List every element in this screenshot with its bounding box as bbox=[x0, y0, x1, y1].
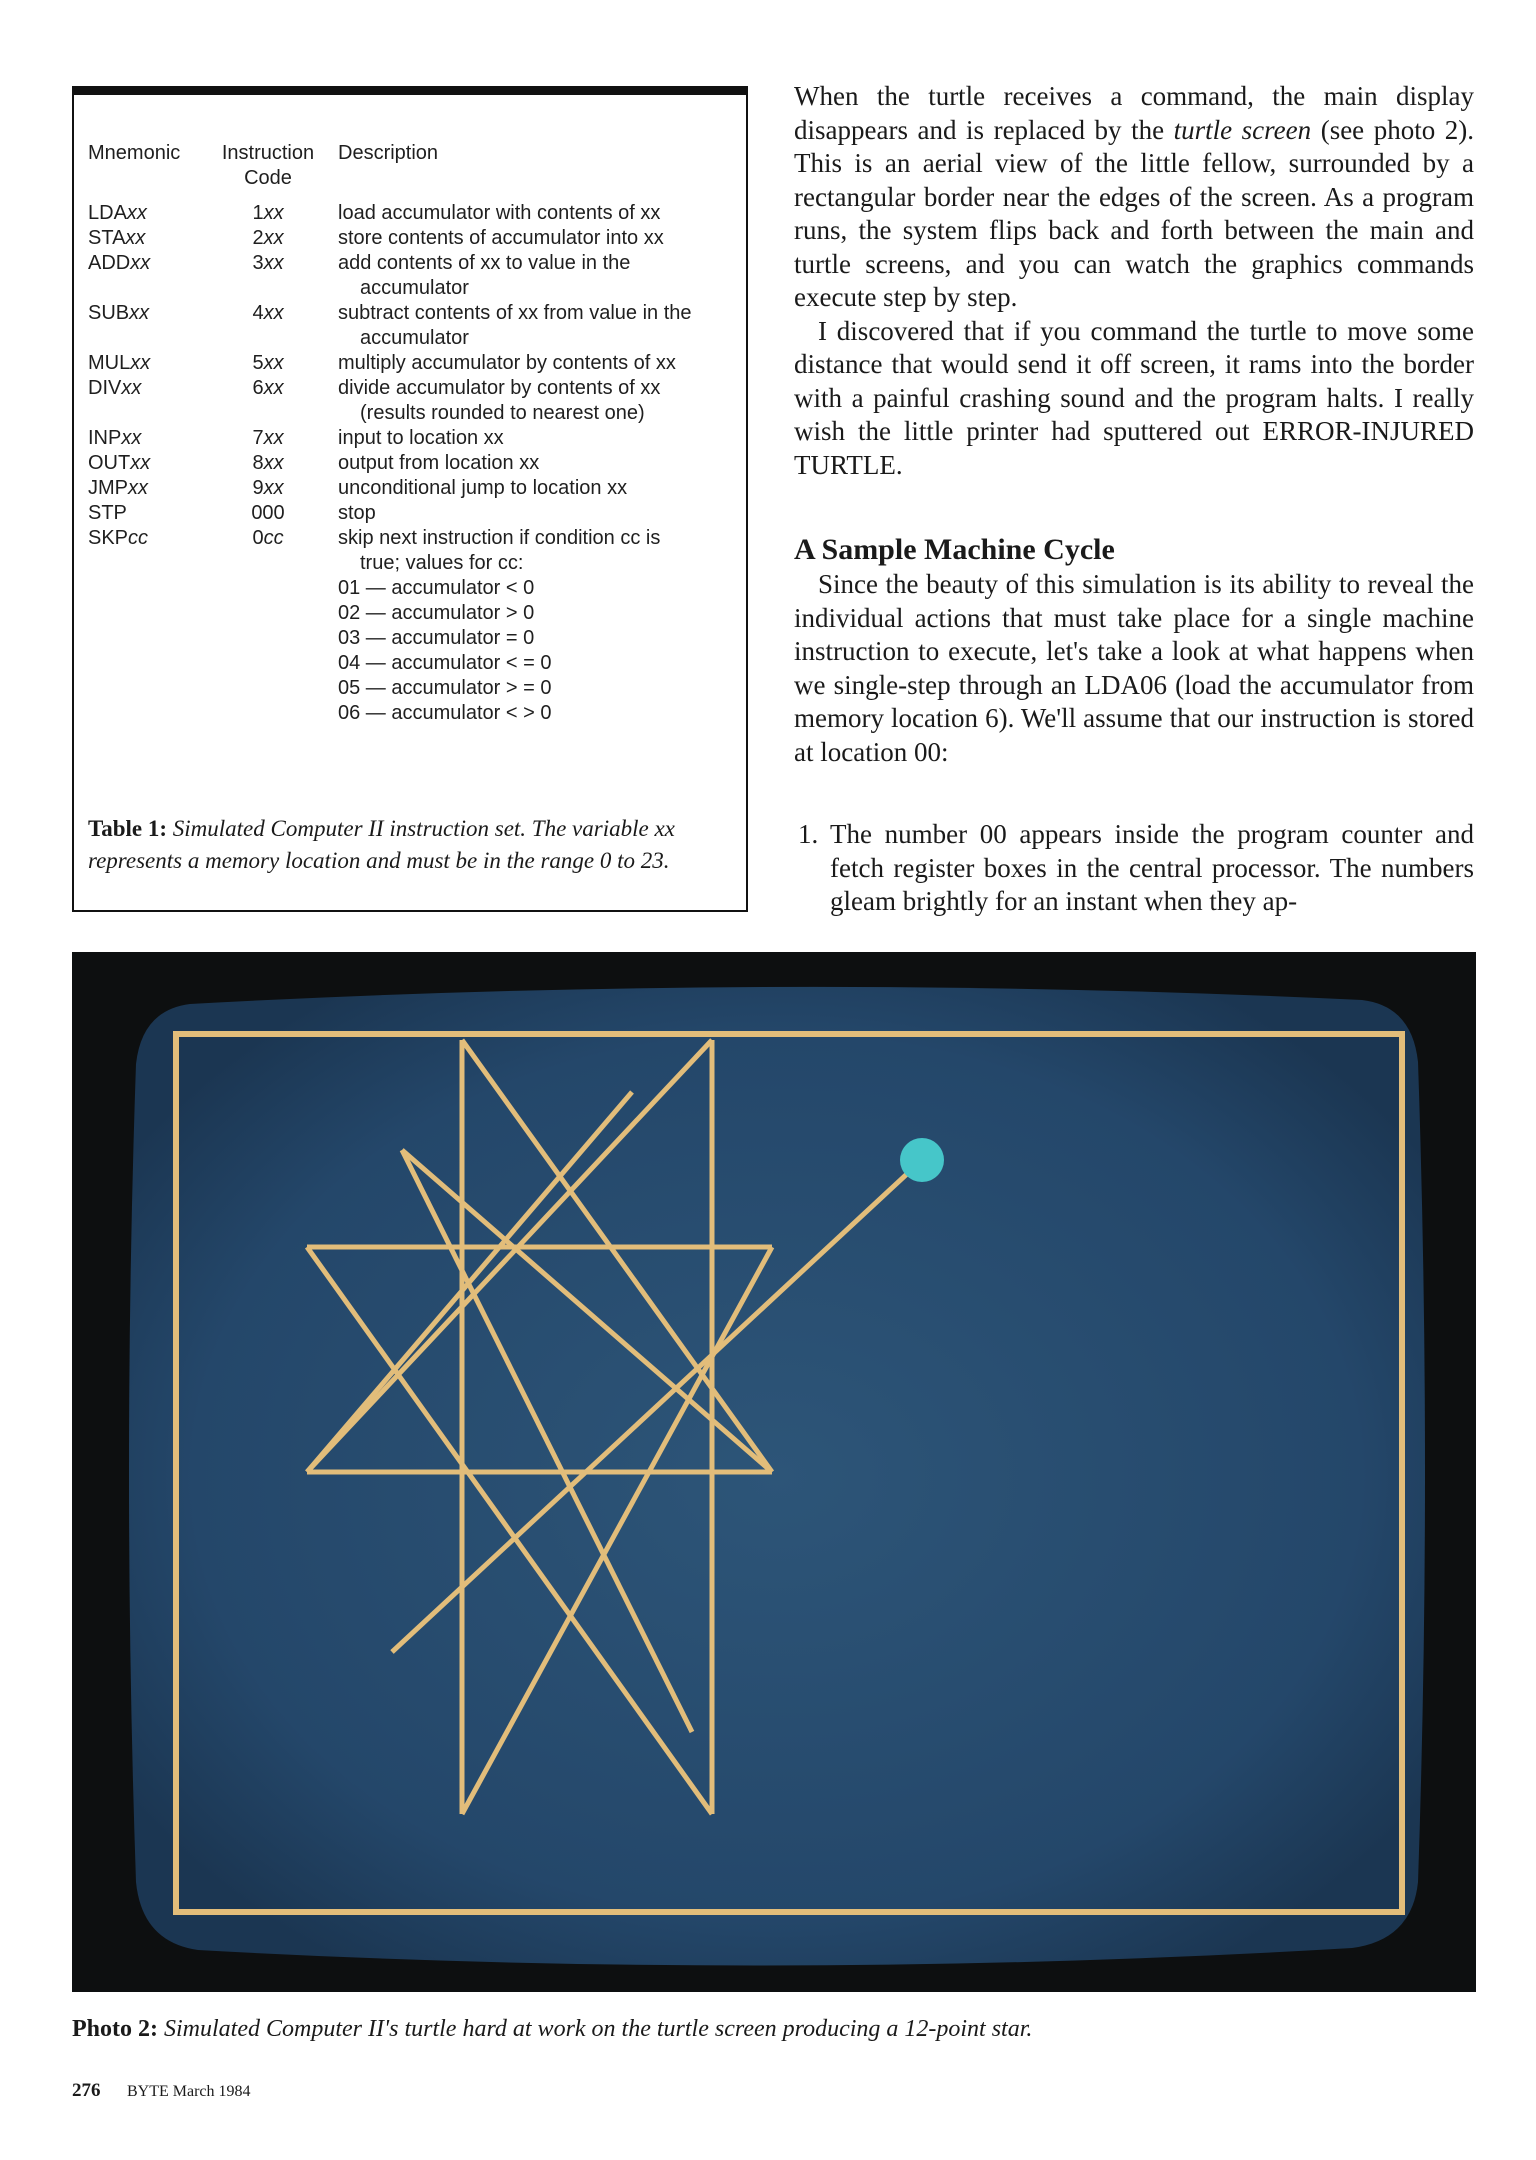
table-header bbox=[88, 141, 738, 193]
photo-caption-text: Simulated Computer II's turtle hard at work on the turtle screen producing a 12-point star. bbox=[164, 2016, 1033, 2042]
header-instruction-code: Instruction Code bbox=[221, 142, 315, 189]
mnemonic-base: LDA bbox=[88, 202, 127, 224]
row-code bbox=[212, 301, 324, 326]
paragraph-border-crash: I discovered that if you command the turtle to move some distance that would send it off screen, it rams into the border with a painful crashing sound and the program halts. I really wish the little printer had sputtered out ERROR-INJURED TURTLE. bbox=[794, 315, 1474, 480]
table-row bbox=[88, 426, 738, 451]
description-line: multiply accumulator by contents of xx bbox=[338, 352, 676, 374]
code-suffix: xx bbox=[263, 202, 284, 224]
row-description bbox=[338, 301, 733, 351]
description-line: (results rounded to nearest one) bbox=[360, 402, 645, 424]
row-code bbox=[212, 526, 324, 551]
row-code bbox=[212, 226, 324, 251]
mnemonic-base: INP bbox=[88, 427, 122, 449]
condition-text: 05 — accumulator > = 0 bbox=[338, 677, 552, 699]
list-item-number: 1. bbox=[798, 819, 819, 849]
description-line: true; values for cc: bbox=[360, 552, 524, 574]
row-code bbox=[212, 451, 324, 476]
code-base: 0 bbox=[252, 527, 264, 549]
code-base: 000 bbox=[251, 502, 285, 524]
para1-emphasis: turtle screen bbox=[1173, 114, 1312, 145]
code-base: 4 bbox=[252, 302, 264, 324]
row-mnemonic bbox=[88, 526, 148, 551]
description-line: accumulator bbox=[360, 277, 469, 299]
row-code bbox=[212, 476, 324, 501]
row-code bbox=[212, 376, 324, 401]
table-row bbox=[88, 351, 738, 376]
row-code bbox=[212, 501, 324, 526]
description-line: skip next instruction if condition cc is bbox=[338, 527, 661, 549]
code-suffix: xx bbox=[263, 377, 284, 399]
row-mnemonic bbox=[88, 451, 150, 476]
code-suffix: xx bbox=[263, 302, 284, 324]
row-description bbox=[338, 226, 733, 251]
row-description bbox=[338, 501, 733, 526]
code-suffix: xx bbox=[263, 227, 284, 249]
turtle-icon bbox=[900, 1138, 944, 1182]
table-row bbox=[88, 301, 738, 351]
article-column bbox=[794, 80, 1474, 482]
row-description bbox=[338, 251, 733, 301]
mnemonic-suffix: xx bbox=[129, 302, 150, 324]
code-suffix: xx bbox=[263, 427, 284, 449]
mnemonic-suffix: xx bbox=[128, 477, 148, 499]
code-base: 1 bbox=[252, 202, 264, 224]
code-suffix: xx bbox=[263, 352, 284, 374]
condition-row bbox=[88, 676, 738, 701]
page-footer bbox=[72, 2080, 251, 2102]
row-mnemonic bbox=[88, 226, 145, 251]
condition-row bbox=[88, 701, 738, 726]
table-caption-label: Table 1: bbox=[88, 816, 168, 841]
table-row bbox=[88, 376, 738, 426]
header-description: Description bbox=[338, 142, 439, 164]
code-base: 9 bbox=[252, 477, 264, 499]
mnemonic-base: STA bbox=[88, 227, 126, 249]
description-line: add contents of xx to value in the bbox=[338, 252, 631, 274]
code-suffix: cc bbox=[263, 527, 284, 549]
section-heading: A Sample Machine Cycle bbox=[794, 533, 1115, 566]
mnemonic-suffix: xx bbox=[125, 227, 146, 249]
description-line: divide accumulator by contents of xx bbox=[338, 377, 661, 399]
para1-text-a: When the turtle receives a command, the main display disappears and is replaced by the bbox=[794, 81, 1474, 145]
condition-text: 04 — accumulator < = 0 bbox=[338, 652, 552, 674]
table-caption bbox=[88, 813, 738, 877]
condition-row bbox=[88, 651, 738, 676]
row-mnemonic bbox=[88, 201, 147, 226]
code-base: 2 bbox=[252, 227, 264, 249]
code-base: 5 bbox=[252, 352, 264, 374]
row-mnemonic bbox=[88, 376, 141, 401]
header-mnemonic: Mnemonic bbox=[88, 142, 181, 164]
turtle-screen-svg bbox=[72, 952, 1476, 1992]
table-row bbox=[88, 476, 738, 501]
mnemonic-suffix: cc bbox=[128, 527, 149, 549]
row-code bbox=[212, 201, 324, 226]
paragraph-machine-cycle: Since the beauty of this simulation is its ability to reveal the individual actions that must take place for a single machine instruction to execute, let's take a look at what happens when we single-step through an LDA06 (load the accumulator from memory location 6). We'll assume that our instruction is stored at location 00: bbox=[794, 569, 1474, 767]
row-description bbox=[338, 426, 733, 451]
row-description bbox=[338, 201, 733, 226]
code-suffix: xx bbox=[263, 452, 284, 474]
row-mnemonic bbox=[88, 351, 150, 376]
paragraph-turtle-screen bbox=[794, 80, 1474, 315]
description-line: input to location xx bbox=[338, 427, 504, 449]
list-item bbox=[794, 818, 1474, 919]
table-row bbox=[88, 201, 738, 226]
description-line: stop bbox=[338, 502, 376, 524]
mnemonic-base: ADD bbox=[88, 252, 131, 274]
description-line: load accumulator with contents of xx bbox=[338, 202, 661, 224]
crt-screen bbox=[129, 987, 1425, 1966]
mnemonic-suffix: xx bbox=[121, 377, 142, 399]
turtle-screen-photo bbox=[72, 952, 1476, 1992]
photo-caption bbox=[72, 2014, 1476, 2044]
mnemonic-base: MUL bbox=[88, 352, 131, 374]
section-body bbox=[794, 568, 1474, 769]
mnemonic-suffix: xx bbox=[121, 427, 142, 449]
row-mnemonic bbox=[88, 476, 148, 501]
para1-text-b: (see photo 2). This is an aerial view of the little fellow, surrounded by a rectangular border near the edges of the screen. As a program runs, the system flips back and forth between the main and turtle screens, and you can watch the graphics commands execute step by step. bbox=[794, 114, 1474, 312]
row-description bbox=[338, 351, 733, 376]
row-mnemonic bbox=[88, 426, 141, 451]
table-row bbox=[88, 526, 738, 576]
table-row bbox=[88, 251, 738, 301]
row-description bbox=[338, 376, 733, 426]
mnemonic-base: DIV bbox=[88, 377, 122, 399]
row-code bbox=[212, 251, 324, 276]
description-line: unconditional jump to location xx bbox=[338, 477, 628, 499]
code-base: 6 bbox=[252, 377, 264, 399]
row-mnemonic bbox=[88, 501, 127, 526]
row-code bbox=[212, 351, 324, 376]
code-base: 3 bbox=[252, 252, 264, 274]
table-body bbox=[88, 201, 738, 726]
instruction-table bbox=[72, 86, 748, 912]
row-mnemonic bbox=[88, 301, 149, 326]
mnemonic-base: SUB bbox=[88, 302, 130, 324]
table-row bbox=[88, 226, 738, 251]
description-line: store contents of accumulator into xx bbox=[338, 227, 664, 249]
code-base: 8 bbox=[252, 452, 264, 474]
mnemonic-base: OUT bbox=[88, 452, 131, 474]
condition-row bbox=[88, 626, 738, 651]
code-suffix: xx bbox=[263, 252, 284, 274]
condition-text: 01 — accumulator < 0 bbox=[338, 577, 535, 599]
row-description bbox=[338, 476, 733, 501]
table-row bbox=[88, 451, 738, 476]
condition-text: 06 — accumulator < > 0 bbox=[338, 702, 552, 724]
description-line: accumulator bbox=[360, 327, 469, 349]
publication-name: BYTE March 1984 bbox=[127, 2083, 251, 2100]
row-description bbox=[338, 526, 733, 576]
code-suffix: xx bbox=[263, 477, 284, 499]
code-base: 7 bbox=[252, 427, 264, 449]
condition-row bbox=[88, 601, 738, 626]
condition-row bbox=[88, 576, 738, 601]
mnemonic-base: SKP bbox=[88, 527, 129, 549]
row-mnemonic bbox=[88, 251, 150, 276]
page-number: 276 bbox=[72, 2080, 101, 2101]
description-line: output from location xx bbox=[338, 452, 540, 474]
description-line: subtract contents of xx from value in the bbox=[338, 302, 692, 324]
mnemonic-suffix: xx bbox=[130, 252, 151, 274]
mnemonic-base: JMP bbox=[88, 477, 128, 499]
list-item-text: The number 00 appears inside the program counter and fetch register boxes in the central processor. The numbers gleam brightly for an instant when they ap- bbox=[830, 819, 1474, 916]
table-row bbox=[88, 501, 738, 526]
table-caption-text: Simulated Computer II instruction set. The variable xx represents a memory location and must be in the range 0 to 23. bbox=[88, 816, 675, 873]
mnemonic-suffix: xx bbox=[130, 452, 151, 474]
condition-text: 02 — accumulator > 0 bbox=[338, 602, 535, 624]
mnemonic-suffix: xx bbox=[130, 352, 151, 374]
row-code bbox=[212, 426, 324, 451]
photo-caption-label: Photo 2: bbox=[72, 2016, 158, 2042]
mnemonic-base: STP bbox=[88, 502, 127, 524]
row-description bbox=[338, 451, 733, 476]
condition-text: 03 — accumulator = 0 bbox=[338, 627, 535, 649]
mnemonic-suffix: xx bbox=[126, 202, 147, 224]
